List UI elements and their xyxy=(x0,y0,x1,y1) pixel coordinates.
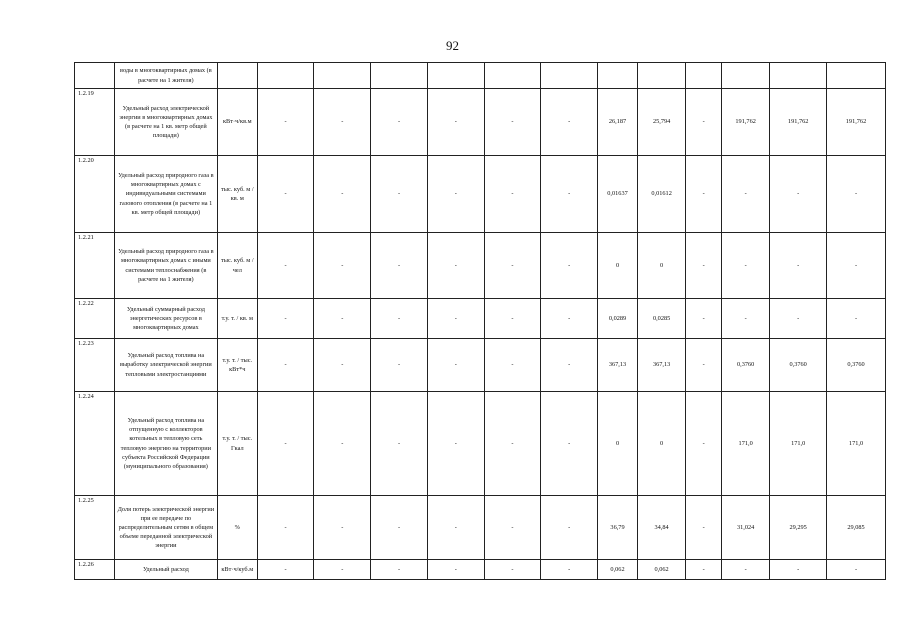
unit-cell: т.у. т. / тыс. кВт*ч xyxy=(217,339,257,392)
page-number: 92 xyxy=(446,38,459,53)
value-cell: - xyxy=(314,299,371,339)
value-cell: - xyxy=(257,156,314,233)
value-cell: - xyxy=(770,299,827,339)
value-cell: 0,062 xyxy=(637,560,685,580)
value-cell: 191,762 xyxy=(827,89,886,156)
row-code: 1.2.25 xyxy=(75,496,115,560)
value-cell: - xyxy=(427,299,484,339)
value-cell: - xyxy=(257,89,314,156)
value-cell xyxy=(484,63,541,89)
value-cell: - xyxy=(371,496,428,560)
value-cell xyxy=(427,63,484,89)
value-cell: - xyxy=(827,560,886,580)
value-cell: - xyxy=(371,339,428,392)
value-cell: - xyxy=(427,156,484,233)
table-row xyxy=(75,63,886,89)
indicator-name: Удельный расход электрической энергии в многоквартирных домах (в расчете на 1 кв. метр общей площади) xyxy=(114,89,217,156)
value-cell: - xyxy=(721,156,769,233)
value-cell: - xyxy=(314,496,371,560)
value-cell: 0,3760 xyxy=(721,339,769,392)
value-cell xyxy=(371,63,428,89)
value-cell: 29,085 xyxy=(827,496,886,560)
value-cell: 0,0285 xyxy=(637,299,685,339)
table-row xyxy=(75,299,886,339)
indicator-name: Удельный расход природного газа в многоквартирных домах с иными системами теплоснабжения (в расчете на 1 жителя) xyxy=(114,233,217,299)
value-cell: 0 xyxy=(637,233,685,299)
value-cell xyxy=(686,63,722,89)
value-cell: - xyxy=(427,496,484,560)
value-cell: - xyxy=(257,299,314,339)
value-cell: 0,01637 xyxy=(598,156,638,233)
table-row xyxy=(75,496,886,560)
value-cell: 36,79 xyxy=(598,496,638,560)
row-code: 1.2.19 xyxy=(75,89,115,156)
value-cell xyxy=(637,63,685,89)
value-cell: 0 xyxy=(637,392,685,496)
table-row xyxy=(75,339,886,392)
value-cell: - xyxy=(541,392,598,496)
value-cell xyxy=(598,63,638,89)
row-code: 1.2.24 xyxy=(75,392,115,496)
value-cell: 191,762 xyxy=(721,89,769,156)
value-cell: 0,3760 xyxy=(770,339,827,392)
value-cell: 191,762 xyxy=(770,89,827,156)
value-cell: - xyxy=(257,233,314,299)
table-row xyxy=(75,89,886,156)
value-cell: - xyxy=(371,89,428,156)
indicator-name: Доля потерь электрической энергии при ее передаче по распределительным сетям в общем объеме переданной электрической энергии xyxy=(114,496,217,560)
value-cell xyxy=(770,63,827,89)
unit-cell: тыс. куб. м / кв. м xyxy=(217,156,257,233)
value-cell: - xyxy=(257,560,314,580)
value-cell: 171,0 xyxy=(721,392,769,496)
value-cell: 26,187 xyxy=(598,89,638,156)
indicator-name: Удельный суммарный расход энергетических ресурсов в многоквартирных домах xyxy=(114,299,217,339)
row-code: 1.2.26 xyxy=(75,560,115,580)
value-cell: 0 xyxy=(598,392,638,496)
unit-cell: % xyxy=(217,496,257,560)
unit-cell: т.у. т. / кв. м xyxy=(217,299,257,339)
value-cell: 0,3760 xyxy=(827,339,886,392)
value-cell: - xyxy=(770,156,827,233)
row-code: 1.2.23 xyxy=(75,339,115,392)
indicator-name: воды в многоквартирных домах (в расчете на 1 жителя) xyxy=(114,63,217,89)
value-cell: 0,01612 xyxy=(637,156,685,233)
value-cell: 171,0 xyxy=(770,392,827,496)
value-cell: - xyxy=(484,392,541,496)
value-cell: - xyxy=(686,496,722,560)
value-cell: - xyxy=(314,339,371,392)
row-code xyxy=(75,63,115,89)
value-cell: - xyxy=(721,560,769,580)
value-cell: - xyxy=(427,339,484,392)
value-cell: - xyxy=(371,392,428,496)
value-cell: 0 xyxy=(598,233,638,299)
value-cell: - xyxy=(484,339,541,392)
value-cell: - xyxy=(827,156,886,233)
value-cell: - xyxy=(721,299,769,339)
indicator-name: Удельный расход топлива на отпущенную с коллекторов котельных в тепловую сеть тепловую энергию на территории субъекта Российской Федерации (муниципального образования) xyxy=(114,392,217,496)
indicator-name: Удельный расход топлива на выработку электрической энергии тепловыми электростанциями xyxy=(114,339,217,392)
value-cell: - xyxy=(427,233,484,299)
value-cell: - xyxy=(686,233,722,299)
value-cell xyxy=(314,63,371,89)
indicator-name: Удельный расход xyxy=(114,560,217,580)
value-cell: - xyxy=(686,339,722,392)
value-cell: 367,13 xyxy=(637,339,685,392)
value-cell: - xyxy=(484,496,541,560)
unit-cell: кВт·ч/куб.м xyxy=(217,560,257,580)
row-code: 1.2.22 xyxy=(75,299,115,339)
table-row xyxy=(75,560,886,580)
value-cell: - xyxy=(314,233,371,299)
value-cell: - xyxy=(686,560,722,580)
indicator-name: Удельный расход природного газа в многоквартирных домах с индивидуальными системами газового отопления (в расчете на 1 кв. метр общей площади) xyxy=(114,156,217,233)
value-cell: - xyxy=(371,233,428,299)
value-cell: - xyxy=(314,156,371,233)
value-cell xyxy=(541,63,598,89)
value-cell: - xyxy=(371,299,428,339)
value-cell xyxy=(827,63,886,89)
value-cell: - xyxy=(484,299,541,339)
value-cell: - xyxy=(541,156,598,233)
value-cell: - xyxy=(427,89,484,156)
value-cell: - xyxy=(770,233,827,299)
value-cell: - xyxy=(770,560,827,580)
unit-cell: кВт·ч/кв.м xyxy=(217,89,257,156)
value-cell: - xyxy=(686,89,722,156)
value-cell: - xyxy=(427,560,484,580)
value-cell: - xyxy=(541,339,598,392)
table-row xyxy=(75,156,886,233)
value-cell: - xyxy=(827,299,886,339)
value-cell: 29,295 xyxy=(770,496,827,560)
value-cell: - xyxy=(314,392,371,496)
indicators-table xyxy=(74,62,886,580)
value-cell: - xyxy=(541,299,598,339)
value-cell: - xyxy=(686,156,722,233)
value-cell: - xyxy=(257,339,314,392)
value-cell: - xyxy=(371,156,428,233)
value-cell: - xyxy=(257,496,314,560)
value-cell: - xyxy=(484,89,541,156)
value-cell: - xyxy=(541,496,598,560)
value-cell: 367,13 xyxy=(598,339,638,392)
value-cell: - xyxy=(314,560,371,580)
value-cell: - xyxy=(257,392,314,496)
value-cell: - xyxy=(686,299,722,339)
value-cell: 34,84 xyxy=(637,496,685,560)
value-cell: - xyxy=(314,89,371,156)
value-cell: - xyxy=(484,156,541,233)
value-cell: 31,024 xyxy=(721,496,769,560)
value-cell: - xyxy=(541,560,598,580)
value-cell: - xyxy=(484,560,541,580)
value-cell: 0,0289 xyxy=(598,299,638,339)
value-cell: - xyxy=(541,89,598,156)
value-cell: 171,0 xyxy=(827,392,886,496)
value-cell xyxy=(257,63,314,89)
value-cell: - xyxy=(827,233,886,299)
value-cell: - xyxy=(541,233,598,299)
value-cell: - xyxy=(686,392,722,496)
value-cell: 0,062 xyxy=(598,560,638,580)
value-cell: - xyxy=(371,560,428,580)
table-row xyxy=(75,392,886,496)
unit-cell: т.у. т. / тыс. Гкал xyxy=(217,392,257,496)
value-cell: - xyxy=(427,392,484,496)
value-cell xyxy=(721,63,769,89)
value-cell: 25,794 xyxy=(637,89,685,156)
value-cell: - xyxy=(484,233,541,299)
row-code: 1.2.21 xyxy=(75,233,115,299)
value-cell: - xyxy=(721,233,769,299)
unit-cell xyxy=(217,63,257,89)
row-code: 1.2.20 xyxy=(75,156,115,233)
unit-cell: тыс. куб. м / чел xyxy=(217,233,257,299)
table-row xyxy=(75,233,886,299)
